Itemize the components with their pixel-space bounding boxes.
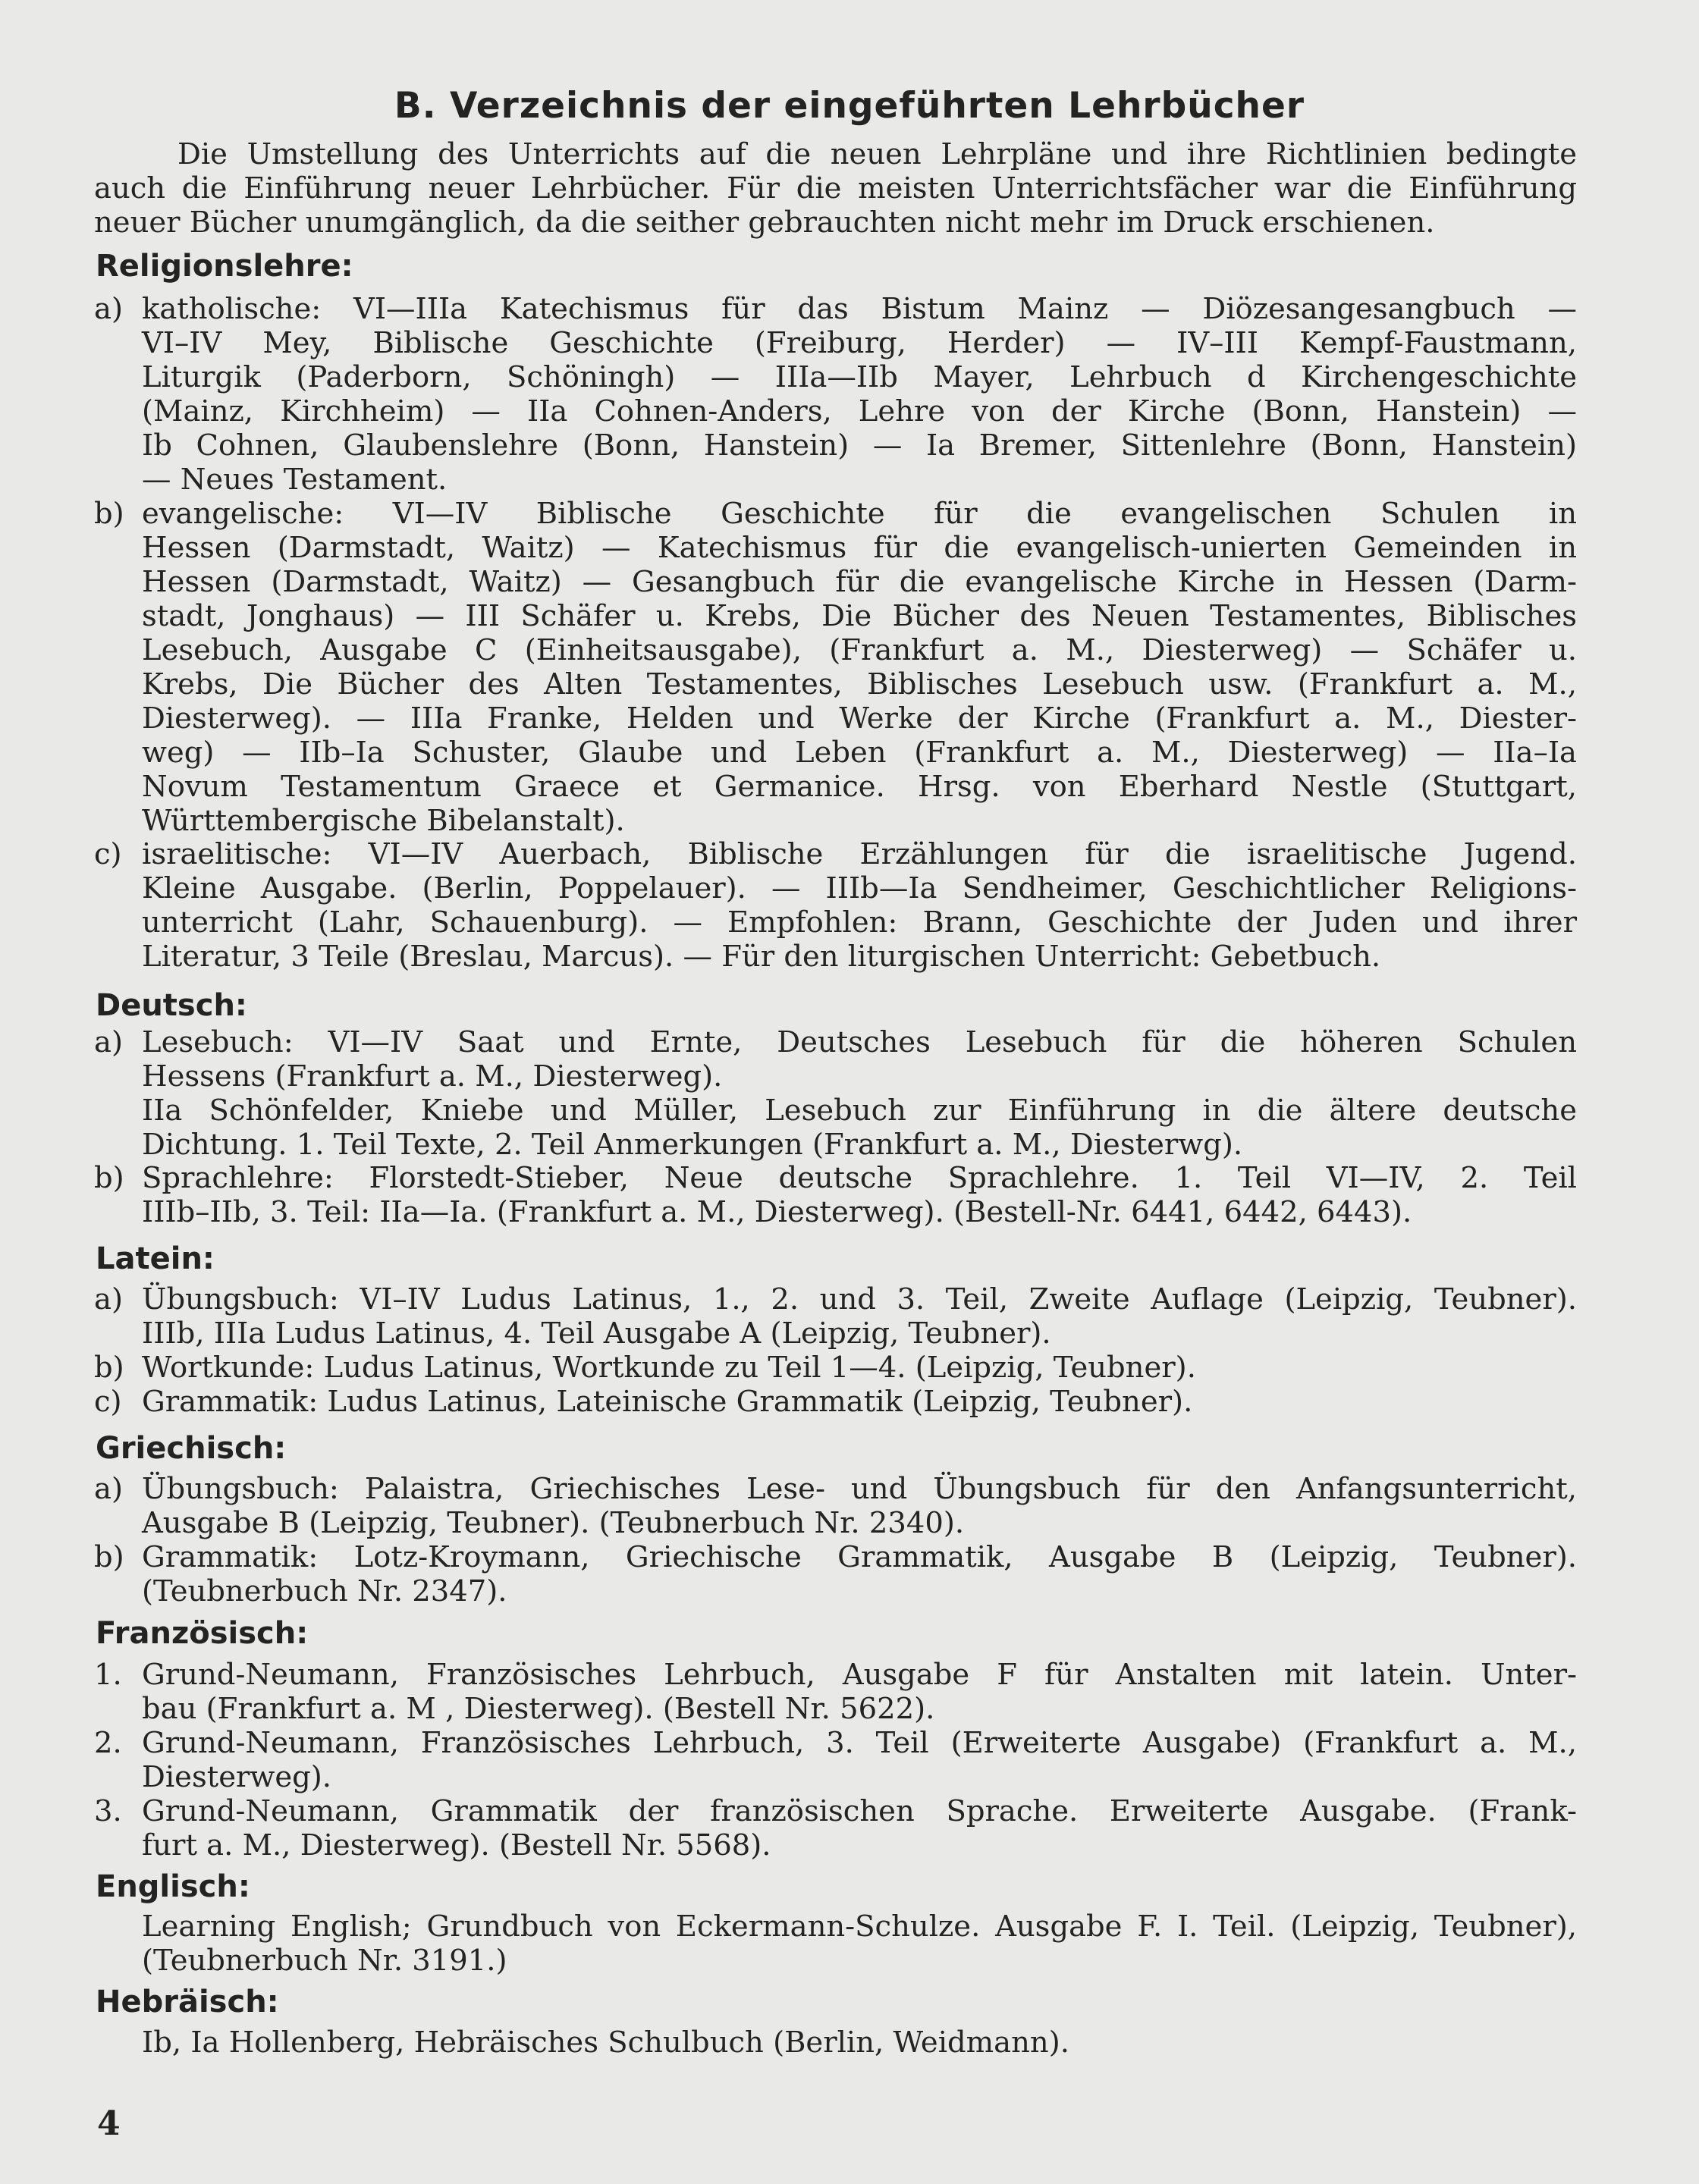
entry-line: Grund-Neumann, Französisches Lehrbuch, 3. Teil (Erweiterte Ausgabe) (Frankfurt a. M., bbox=[142, 1726, 1577, 1760]
entry-line: Grund-Neumann, Grammatik der französischen Sprache. Erweiterte Ausgabe. (Frank- bbox=[142, 1794, 1577, 1828]
entry-line: weg) — IIb–Ia Schuster, Glaube und Leben (Frankfurt a. M., Diesterweg) — IIa–Ia bbox=[142, 736, 1577, 770]
entry-line: Lesebuch: VI—IV Saat und Ernte, Deutsches Lesebuch für die höheren Schulen bbox=[142, 1025, 1577, 1059]
list-marker: b) bbox=[94, 497, 124, 531]
franzoesisch-entry-3 bbox=[94, 1794, 1577, 1862]
list-marker: 2. bbox=[94, 1726, 122, 1760]
section-heading-griechisch: Griechisch: bbox=[96, 1431, 287, 1466]
entry-line: Kleine Ausgabe. (Berlin, Poppelauer). — IIIb—Ia Sendheimer, Geschichtlicher Religions- bbox=[142, 871, 1577, 905]
entry-line: israelitische: VI—IV Auerbach, Biblische Erzählungen für die israelitische Jugend. bbox=[142, 837, 1577, 871]
deutsch-entry-a bbox=[94, 1025, 1577, 1162]
intro-line: auch die Einführung neuer Lehrbücher. Für die meisten Unterrichtsfächer war die Einführung bbox=[94, 171, 1577, 206]
list-marker: a) bbox=[94, 292, 123, 326]
entry-line: Learning English; Grundbuch von Eckermann-Schulze. Ausgabe F. I. Teil. (Leipzig, Teubner), bbox=[142, 1909, 1577, 1944]
entry-line: Literatur, 3 Teile (Breslau, Marcus). — Für den liturgischen Unterricht: Gebetbuch. bbox=[142, 940, 1381, 974]
hebraeisch-entry bbox=[94, 2026, 1577, 2060]
section-heading-deutsch: Deutsch: bbox=[96, 988, 247, 1023]
entry-line: Wortkunde: Ludus Latinus, Wortkunde zu Teil 1—4. (Leipzig, Teubner). bbox=[142, 1351, 1196, 1385]
entry-line: Übungsbuch: Palaistra, Griechisches Lese- und Übungsbuch für den Anfangsunterricht, bbox=[142, 1472, 1577, 1506]
latein-entry-c bbox=[94, 1385, 1577, 1419]
entry-line: Württembergische Bibelanstalt). bbox=[142, 804, 625, 838]
page-number: 4 bbox=[97, 2104, 121, 2143]
entry-line: IIIb, IIIa Ludus Latinus, 4. Teil Ausgabe A (Leipzig, Teubner). bbox=[142, 1316, 1051, 1351]
entry-line: Hessen (Darmstadt, Waitz) — Katechismus für die evangelisch-unierten Gemeinden in bbox=[142, 531, 1577, 565]
section-heading-latein: Latein: bbox=[96, 1241, 215, 1276]
entry-line: unterricht (Lahr, Schauenburg). — Empfohlen: Brann, Geschichte der Juden und ihrer bbox=[142, 905, 1577, 940]
religion-entry-b bbox=[94, 497, 1577, 838]
franzoesisch-entry-1 bbox=[94, 1658, 1577, 1726]
entry-line: Diesterweg). — IIIa Franke, Helden und Werke der Kirche (Frankfurt a. M., Diester- bbox=[142, 701, 1577, 736]
englisch-entry bbox=[94, 1909, 1577, 1978]
latein-entry-b bbox=[94, 1351, 1577, 1385]
entry-line: Hessen (Darmstadt, Waitz) — Gesangbuch für die evangelische Kirche in Hessen (Darm- bbox=[142, 565, 1577, 599]
entry-line: Grammatik: Lotz-Kroymann, Griechische Grammatik, Ausgabe B (Leipzig, Teubner). bbox=[142, 1540, 1577, 1574]
list-marker: b) bbox=[94, 1540, 124, 1574]
list-marker: a) bbox=[94, 1282, 123, 1316]
list-marker: b) bbox=[94, 1351, 124, 1385]
intro-paragraph bbox=[94, 137, 1577, 240]
intro-line: Die Umstellung des Unterrichts auf die neuen Lehrpläne und ihre Richtlinien bedingte bbox=[177, 137, 1577, 171]
section-heading-hebraeisch: Hebräisch: bbox=[96, 1985, 279, 2019]
entry-line: Dichtung. 1. Teil Texte, 2. Teil Anmerkungen (Frankfurt a. M., Diesterwg). bbox=[142, 1128, 1243, 1162]
latein-entry-a bbox=[94, 1282, 1577, 1351]
entry-line: Lesebuch, Ausgabe C (Einheitsausgabe), (Frankfurt a. M., Diesterweg) — Schäfer u. bbox=[142, 633, 1577, 667]
entry-line: evangelische: VI—IV Biblische Geschichte für die evangelischen Schulen in bbox=[142, 497, 1577, 531]
entry-line: VI–IV Mey, Biblische Geschichte (Freiburg, Herder) — IV–III Kempf-Faustmann, bbox=[142, 326, 1577, 360]
list-marker: 3. bbox=[94, 1794, 122, 1828]
entry-line: Novum Testamentum Graece et Germanice. Hrsg. von Eberhard Nestle (Stuttgart, bbox=[142, 770, 1577, 804]
entry-line: katholische: VI—IIIa Katechismus für das Bistum Mainz — Diözesangesangbuch — bbox=[142, 292, 1577, 326]
list-marker: b) bbox=[94, 1161, 124, 1195]
entry-line: (Teubnerbuch Nr. 2347). bbox=[142, 1574, 507, 1608]
entry-line: Krebs, Die Bücher des Alten Testamentes, Biblisches Lesebuch usw. (Frankfurt a. M., bbox=[142, 667, 1577, 701]
list-marker: 1. bbox=[94, 1658, 122, 1692]
list-marker: a) bbox=[94, 1025, 123, 1059]
griechisch-entry-b bbox=[94, 1540, 1577, 1608]
entry-line: Sprachlehre: Florstedt-Stieber, Neue deutsche Sprachlehre. 1. Teil VI—IV, 2. Teil bbox=[142, 1161, 1577, 1195]
entry-line: stadt, Jonghaus) — III Schäfer u. Krebs, Die Bücher des Neuen Testamentes, Biblisches bbox=[142, 599, 1577, 633]
entry-line: Hessens (Frankfurt a. M., Diesterweg). bbox=[142, 1059, 723, 1094]
entry-line: Ib Cohnen, Glaubenslehre (Bonn, Hanstein) — Ia Bremer, Sittenlehre (Bonn, Hanstein) bbox=[142, 428, 1577, 463]
section-heading-religion: Religionslehre: bbox=[96, 249, 353, 284]
entry-line: Grammatik: Ludus Latinus, Lateinische Grammatik (Leipzig, Teubner). bbox=[142, 1385, 1193, 1419]
entry-line: IIIb–IIb, 3. Teil: IIa—Ia. (Frankfurt a. M., Diesterweg). (Bestell-Nr. 6441, 6442, 6443). bbox=[142, 1195, 1412, 1229]
entry-line: IIa Schönfelder, Kniebe und Müller, Lesebuch zur Einführung in die ältere deutsche bbox=[142, 1094, 1577, 1128]
list-marker: c) bbox=[94, 837, 122, 871]
entry-line: Ib, Ia Hollenberg, Hebräisches Schulbuch (Berlin, Weidmann). bbox=[142, 2026, 1069, 2060]
section-heading-englisch: Englisch: bbox=[96, 1869, 250, 1904]
page-title: B. Verzeichnis der eingeführten Lehrbücher bbox=[394, 85, 1305, 127]
griechisch-entry-a bbox=[94, 1472, 1577, 1540]
entry-line: Diesterweg). bbox=[142, 1760, 332, 1794]
religion-entry-c bbox=[94, 837, 1577, 974]
franzoesisch-entry-2 bbox=[94, 1726, 1577, 1794]
entry-line: (Teubnerbuch Nr. 3191.) bbox=[142, 1944, 507, 1978]
entry-line: — Neues Testament. bbox=[142, 463, 448, 497]
religion-entry-a bbox=[94, 292, 1577, 497]
intro-line: neuer Bücher unumgänglich, da die seither gebrauchten nicht mehr im Druck erschienen. bbox=[94, 206, 1435, 240]
entry-line: Grund-Neumann, Französisches Lehrbuch, Ausgabe F für Anstalten mit latein. Unter- bbox=[142, 1658, 1577, 1692]
list-marker: c) bbox=[94, 1385, 122, 1419]
entry-line: bau (Frankfurt a. M , Diesterweg). (Bestell Nr. 5622). bbox=[142, 1692, 935, 1726]
section-heading-franzoesisch: Französisch: bbox=[96, 1616, 309, 1651]
entry-line: Ausgabe B (Leipzig, Teubner). (Teubnerbuch Nr. 2340). bbox=[142, 1506, 965, 1540]
entry-line: (Mainz, Kirchheim) — IIa Cohnen-Anders, Lehre von der Kirche (Bonn, Hanstein) — bbox=[142, 394, 1577, 428]
entry-line: Liturgik (Paderborn, Schöningh) — IIIa—IIb Mayer, Lehrbuch d Kirchengeschichte bbox=[142, 360, 1577, 394]
deutsch-entry-b bbox=[94, 1161, 1577, 1229]
list-marker: a) bbox=[94, 1472, 123, 1506]
entry-line: Übungsbuch: VI–IV Ludus Latinus, 1., 2. und 3. Teil, Zweite Auflage (Leipzig, Teubner). bbox=[142, 1282, 1577, 1316]
entry-line: furt a. M., Diesterweg). (Bestell Nr. 5568). bbox=[142, 1828, 771, 1862]
